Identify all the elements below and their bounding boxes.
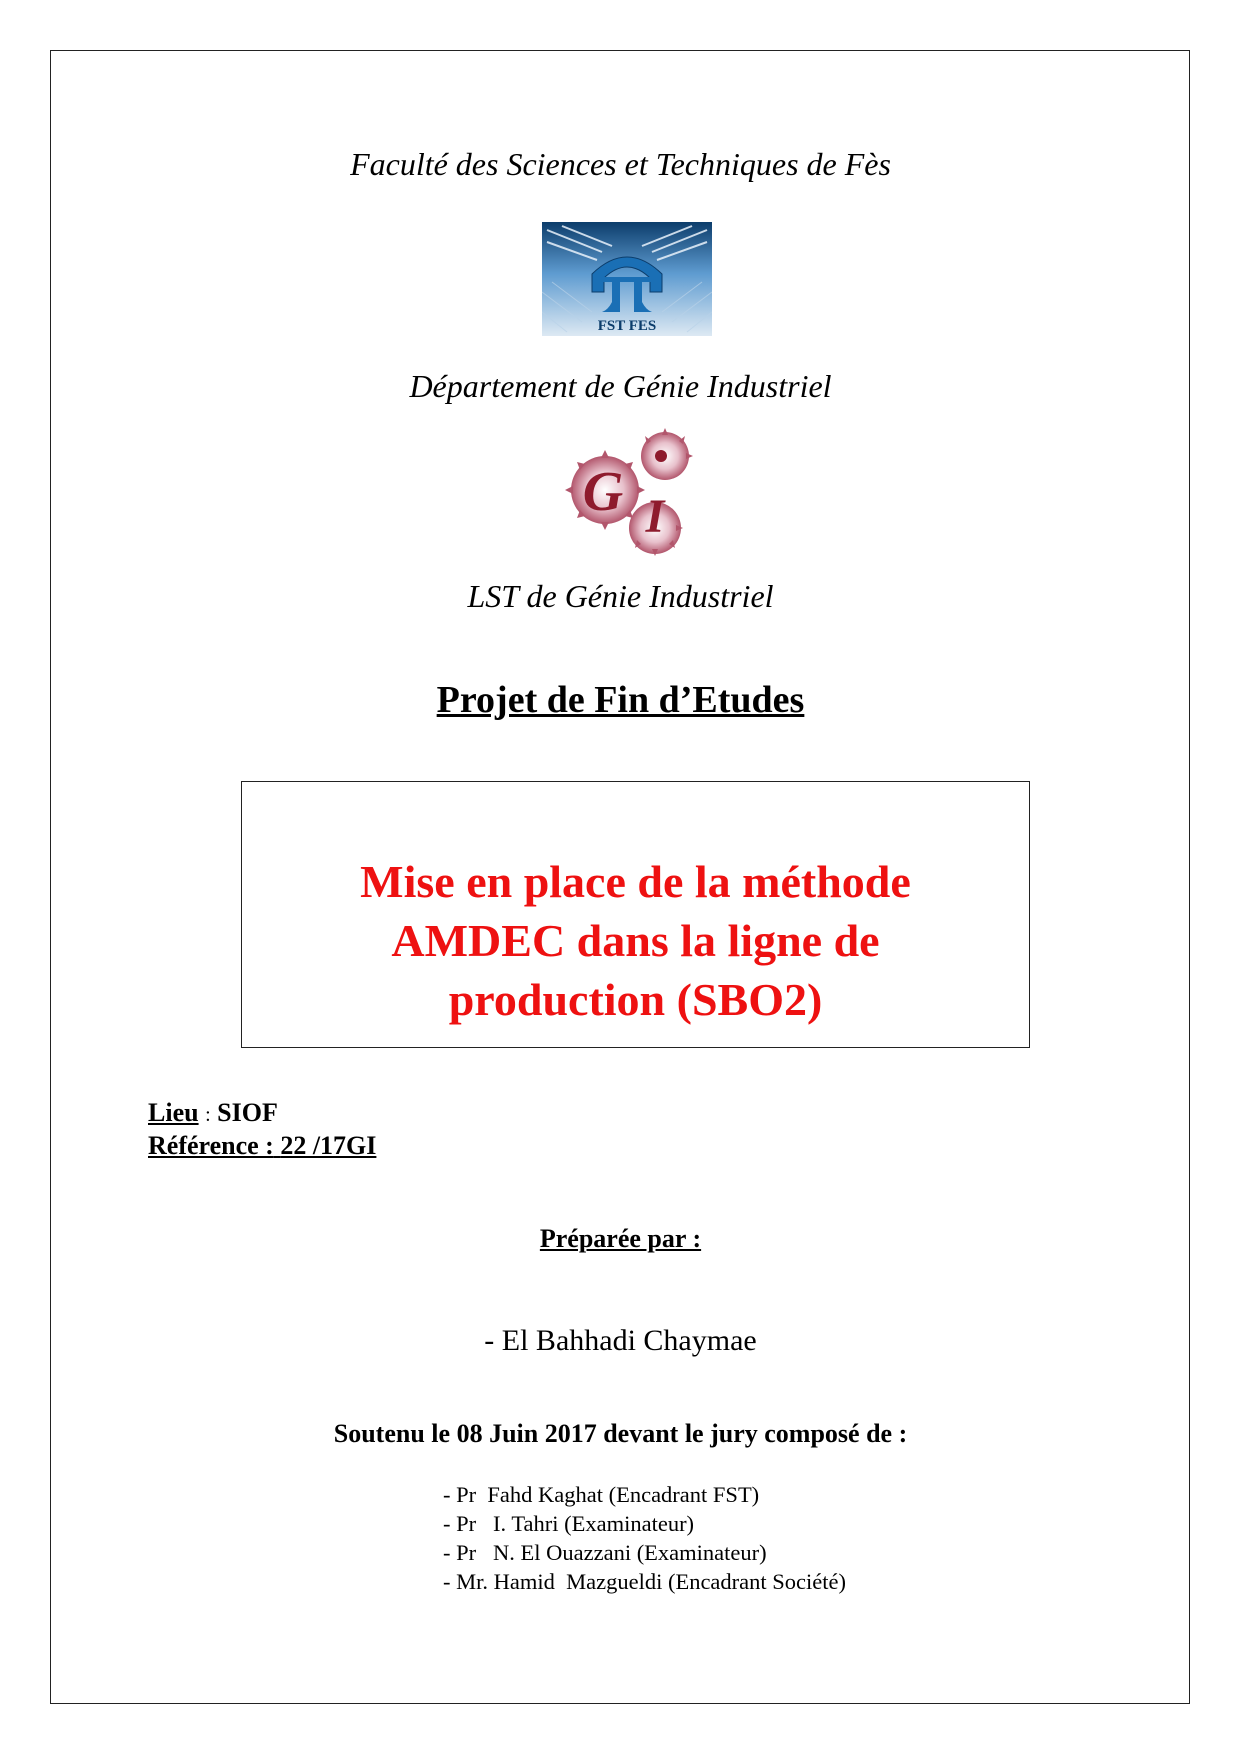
reference-label: Référence :: [148, 1131, 274, 1160]
prepared-by-label: Préparée par :: [539, 1224, 702, 1253]
jury-member: - Pr I. Tahri (Examinateur): [443, 1511, 695, 1536]
faculty-name: Faculté des Sciences et Techniques de Fès: [350, 146, 891, 182]
jury-list: [443, 1480, 846, 1596]
program-name: LST de Génie Industriel: [467, 578, 774, 614]
reference-row: [148, 1131, 376, 1161]
defense-statement: Soutenu le 08 Juin 2017 devant le jury composé de :: [333, 1419, 908, 1448]
title-box: [241, 781, 1030, 1048]
location-label: Lieu: [148, 1098, 199, 1127]
jury-member: - Pr Fahd Kaghat (Encadrant FST): [443, 1482, 760, 1507]
student-name: - El Bahhadi Chaymae: [484, 1324, 757, 1357]
reference-value: 22 /17GI: [280, 1131, 377, 1160]
project-title-line: Mise en place de la méthode: [360, 856, 911, 907]
department-name: Département de Génie Industriel: [409, 368, 832, 404]
fst-logo-text: FST FES: [597, 318, 657, 334]
gi-letter-g: G: [582, 461, 624, 523]
gi-letter-i: I: [645, 490, 665, 543]
fst-fes-logo: [542, 222, 712, 336]
project-title: [242, 852, 1029, 1029]
location-row: [148, 1098, 278, 1128]
project-title-line: production (SBO2): [448, 974, 823, 1025]
project-title-line: AMDEC dans la ligne de: [391, 915, 880, 966]
location-value: SIOF: [217, 1098, 278, 1127]
jury-member: - Pr N. El Ouazzani (Examinateur): [443, 1540, 767, 1565]
location-separator: :: [205, 1104, 211, 1126]
document-type: Projet de Fin d’Etudes: [436, 679, 805, 721]
jury-member: - Mr. Hamid Mazgueldi (Encadrant Société): [443, 1569, 846, 1594]
gi-gears-logo: [555, 428, 705, 558]
